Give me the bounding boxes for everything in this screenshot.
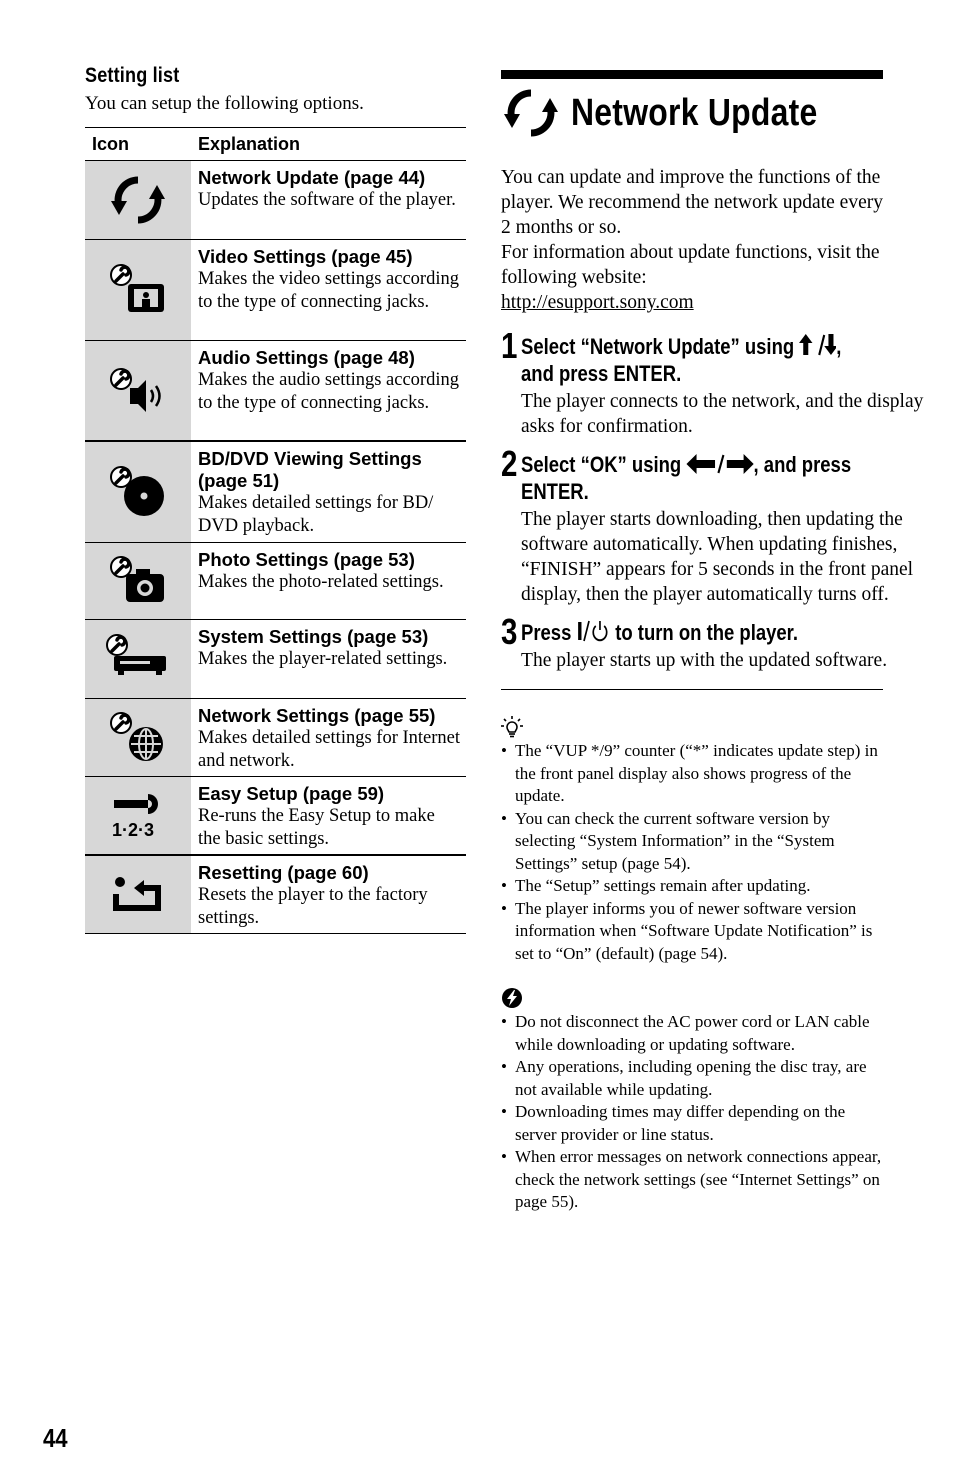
hint-list bbox=[501, 740, 883, 965]
row-desc: Re-runs the Easy Setup to make the basic settings. bbox=[198, 806, 435, 849]
section-divider bbox=[501, 689, 883, 690]
step-heading-text: to turn on the player. bbox=[610, 620, 799, 645]
step-number: 1 bbox=[501, 325, 518, 366]
step-heading bbox=[521, 333, 865, 387]
section-heading bbox=[501, 81, 883, 145]
row-title: System Settings (page 53) bbox=[198, 626, 429, 647]
network-update-icon bbox=[501, 86, 561, 140]
row-desc: Updates the software of the player. bbox=[198, 190, 456, 210]
table-row bbox=[85, 699, 466, 777]
header-explanation: Explanation bbox=[198, 133, 301, 154]
intro-paragraph: For information about update functions, visit the following website: bbox=[501, 242, 880, 288]
left-right-arrow-icon bbox=[686, 454, 753, 474]
row-title: Network Settings (page 55) bbox=[198, 705, 436, 726]
table-row bbox=[85, 777, 466, 856]
step-heading-text: , and press ENTER. bbox=[521, 452, 852, 504]
table-header bbox=[85, 128, 466, 161]
page-number: 44 bbox=[43, 1423, 68, 1453]
table-row bbox=[85, 161, 466, 240]
row-desc: Makes the audio settings according to the type of connecting jacks. bbox=[198, 370, 459, 413]
power-icon bbox=[577, 620, 611, 642]
lightbulb-hint-icon bbox=[501, 716, 883, 738]
step-heading-text: Select “Network Update” using bbox=[521, 334, 800, 359]
audio-settings-icon bbox=[85, 341, 191, 440]
row-title: Audio Settings (page 48) bbox=[198, 347, 415, 368]
network-update-section bbox=[501, 70, 924, 1214]
row-title: Video Settings (page 45) bbox=[198, 246, 413, 267]
row-desc: Makes the player-related settings. bbox=[198, 649, 448, 669]
row-title: Resetting (page 60) bbox=[198, 862, 369, 883]
step-heading bbox=[521, 451, 865, 505]
network-settings-icon bbox=[85, 699, 191, 776]
list-item: • When error messages on network connections appear, check the network settings (see “Internet Settings” on page 55). bbox=[501, 1146, 883, 1214]
row-desc: Makes detailed settings for BD/ DVD playback. bbox=[198, 493, 434, 536]
row-desc: Resets the player to the factory settings. bbox=[198, 885, 428, 928]
intro-paragraph: You can update and improve the functions of the player. We recommend the network update every 2 months or so. bbox=[501, 167, 883, 238]
easy-setup-icon bbox=[85, 777, 191, 854]
list-item: • You can check the current software version by selecting “System Information” in the “System Settings” setup (page 54). bbox=[501, 808, 883, 876]
table-row bbox=[85, 442, 466, 543]
video-settings-icon bbox=[85, 240, 191, 340]
hint-block bbox=[501, 716, 883, 965]
list-item: • Do not disconnect the AC power cord or LAN cable while downloading or updating software. bbox=[501, 1011, 883, 1056]
row-title: BD/DVD Viewing Settings (page 51) bbox=[198, 448, 422, 491]
step-number: 2 bbox=[501, 443, 518, 484]
bd-dvd-settings-icon bbox=[85, 442, 191, 542]
network-update-icon bbox=[85, 161, 191, 239]
svg-text:1·2·3: 1·2·3 bbox=[112, 819, 155, 840]
header-icon: Icon bbox=[92, 133, 130, 154]
list-item: • Any operations, including opening the disc tray, are not available while updating. bbox=[501, 1056, 883, 1101]
row-desc: Makes the photo-related settings. bbox=[198, 572, 444, 592]
table-row bbox=[85, 240, 466, 341]
step-text: The player starts up with the updated software. bbox=[521, 650, 888, 671]
row-title: Network Update (page 44) bbox=[198, 167, 426, 188]
table-row bbox=[85, 856, 466, 934]
setting-list-section bbox=[85, 62, 466, 934]
settings-table bbox=[85, 127, 466, 934]
table-row bbox=[85, 543, 466, 620]
table-row bbox=[85, 620, 466, 699]
caution-block bbox=[501, 987, 883, 1214]
step-number: 3 bbox=[501, 611, 518, 652]
steps-list bbox=[501, 325, 924, 673]
heading-rule bbox=[501, 70, 883, 79]
step bbox=[501, 611, 888, 673]
step bbox=[501, 443, 914, 607]
list-item: • The player informs you of newer software version information when “Software Update Notification” is set to “On” (default) (page 54). bbox=[501, 898, 883, 966]
system-settings-icon bbox=[85, 620, 191, 698]
step-heading bbox=[521, 619, 865, 646]
resetting-icon bbox=[85, 856, 191, 933]
setting-list-title: Setting list bbox=[85, 64, 180, 87]
row-desc: Makes detailed settings for Internet and network. bbox=[198, 728, 460, 771]
step-text: The player starts downloading, then updating the software automatically. When updating finishes, “FINISH” appears for 5 seconds in the front panel display, then the player automatically turns off. bbox=[521, 509, 914, 605]
list-item: • Downloading times may differ depending on the server provider or line status. bbox=[501, 1101, 883, 1146]
step-heading-text: , and press ENTER. bbox=[521, 334, 842, 386]
row-title: Easy Setup (page 59) bbox=[198, 783, 385, 804]
setting-list-intro: You can setup the following options. bbox=[85, 93, 364, 114]
row-title: Photo Settings (page 53) bbox=[198, 549, 415, 570]
step-heading-text: Press bbox=[521, 620, 577, 645]
up-down-arrow-icon bbox=[799, 334, 836, 356]
support-link[interactable]: http://esupport.sony.com bbox=[501, 292, 694, 313]
photo-settings-icon bbox=[85, 543, 191, 619]
step-text: The player connects to the network, and the display asks for confirmation. bbox=[521, 391, 924, 437]
page-title: Network Update bbox=[571, 91, 818, 134]
list-item: • The “VUP */9” counter (“*” indicates update step) in the front panel display also shows progress of the update. bbox=[501, 740, 883, 808]
caution-icon bbox=[501, 987, 883, 1009]
list-item: • The “Setup” settings remain after updating. bbox=[501, 875, 883, 898]
row-desc: Makes the video settings according to the type of connecting jacks. bbox=[198, 269, 459, 312]
step bbox=[501, 325, 924, 439]
table-row bbox=[85, 341, 466, 442]
caution-list bbox=[501, 1011, 883, 1214]
step-heading-text: Select “OK” using bbox=[521, 452, 687, 477]
intro-text bbox=[501, 165, 883, 315]
